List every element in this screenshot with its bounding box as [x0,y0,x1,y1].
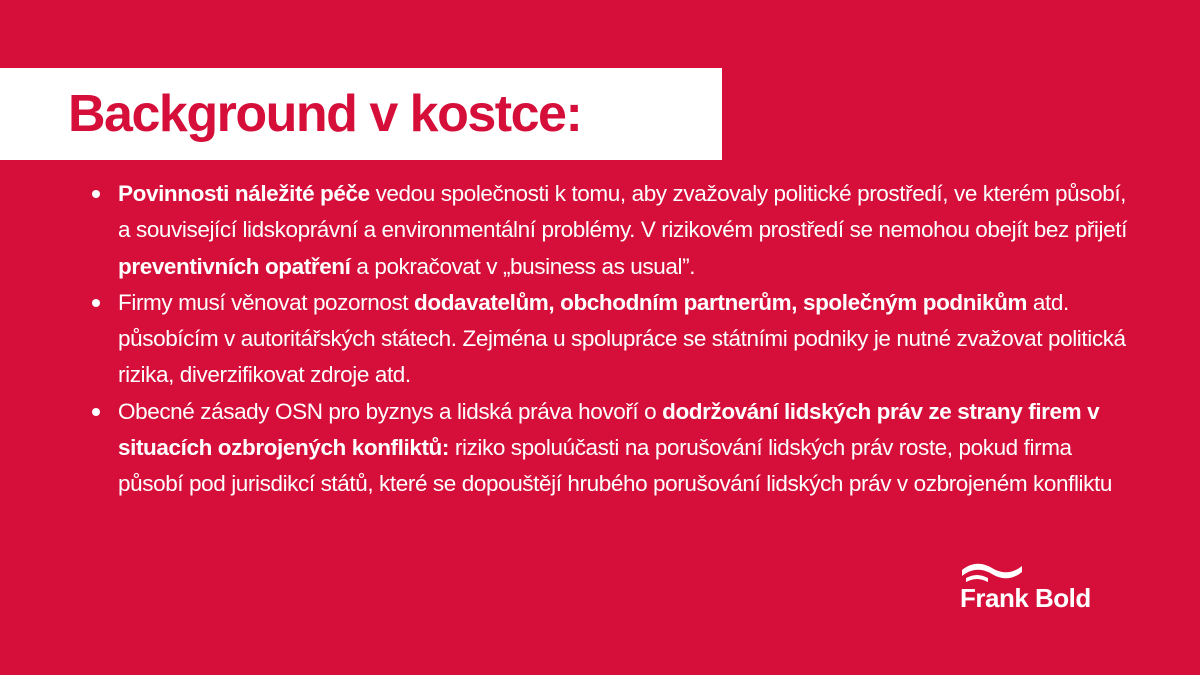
bullet-text: Firmy musí věnovat pozornost [118,289,415,315]
title-banner [0,68,722,160]
bullet-item [88,176,1138,285]
frank-bold-logo [960,562,1130,617]
bullet-text-bold: dodržování lidských práv ze strany firem v situacích ozbrojených konfliktů: [118,398,1100,461]
bullet-text: atd. působícím v autoritářských státech. Zejména u spolupráce se státními podniky je nutné zvažovat politická rizika, diverzifikovat zdroje atd. [118,289,1126,388]
bullet-item [88,394,1138,503]
bullet-dot-icon [92,408,100,416]
bullet-text: a pokračovat v „business as usual”. [350,253,696,279]
bullet-text: vedou společnosti k tomu, aby zvažovaly politické prostředí, ve kterém působí, a související lidskoprávní a environmentální problémy. V rizikovém prostředí se nemohou obejít bez přijetí [118,181,1127,243]
slide-title: Background v kostce: [68,85,582,143]
bullet-item [88,285,1138,394]
bullet-text: Obecné zásady OSN pro byznys a lidská práva hovoří o [118,398,663,424]
bullet-dot-icon [92,299,100,307]
bullet-list [88,176,1138,503]
bullet-text-bold: preventivních opatření [118,253,351,279]
wave-flag-icon [960,562,1024,584]
logo-text: Frank Bold [960,583,1091,613]
bullet-dot-icon [92,190,100,198]
bullet-text: riziko spoluúčasti na porušování lidských práv roste, pokud firma působí pod jurisdikcí států, které se dopouštějí hrubého porušování lidských práv v ozbrojeném konfliktu [118,435,1112,497]
bullet-text-bold: Povinnosti náležité péče [118,181,370,206]
bullet-text-bold: dodavatelům, obchodním partnerům, společným podnikům [414,289,1028,315]
